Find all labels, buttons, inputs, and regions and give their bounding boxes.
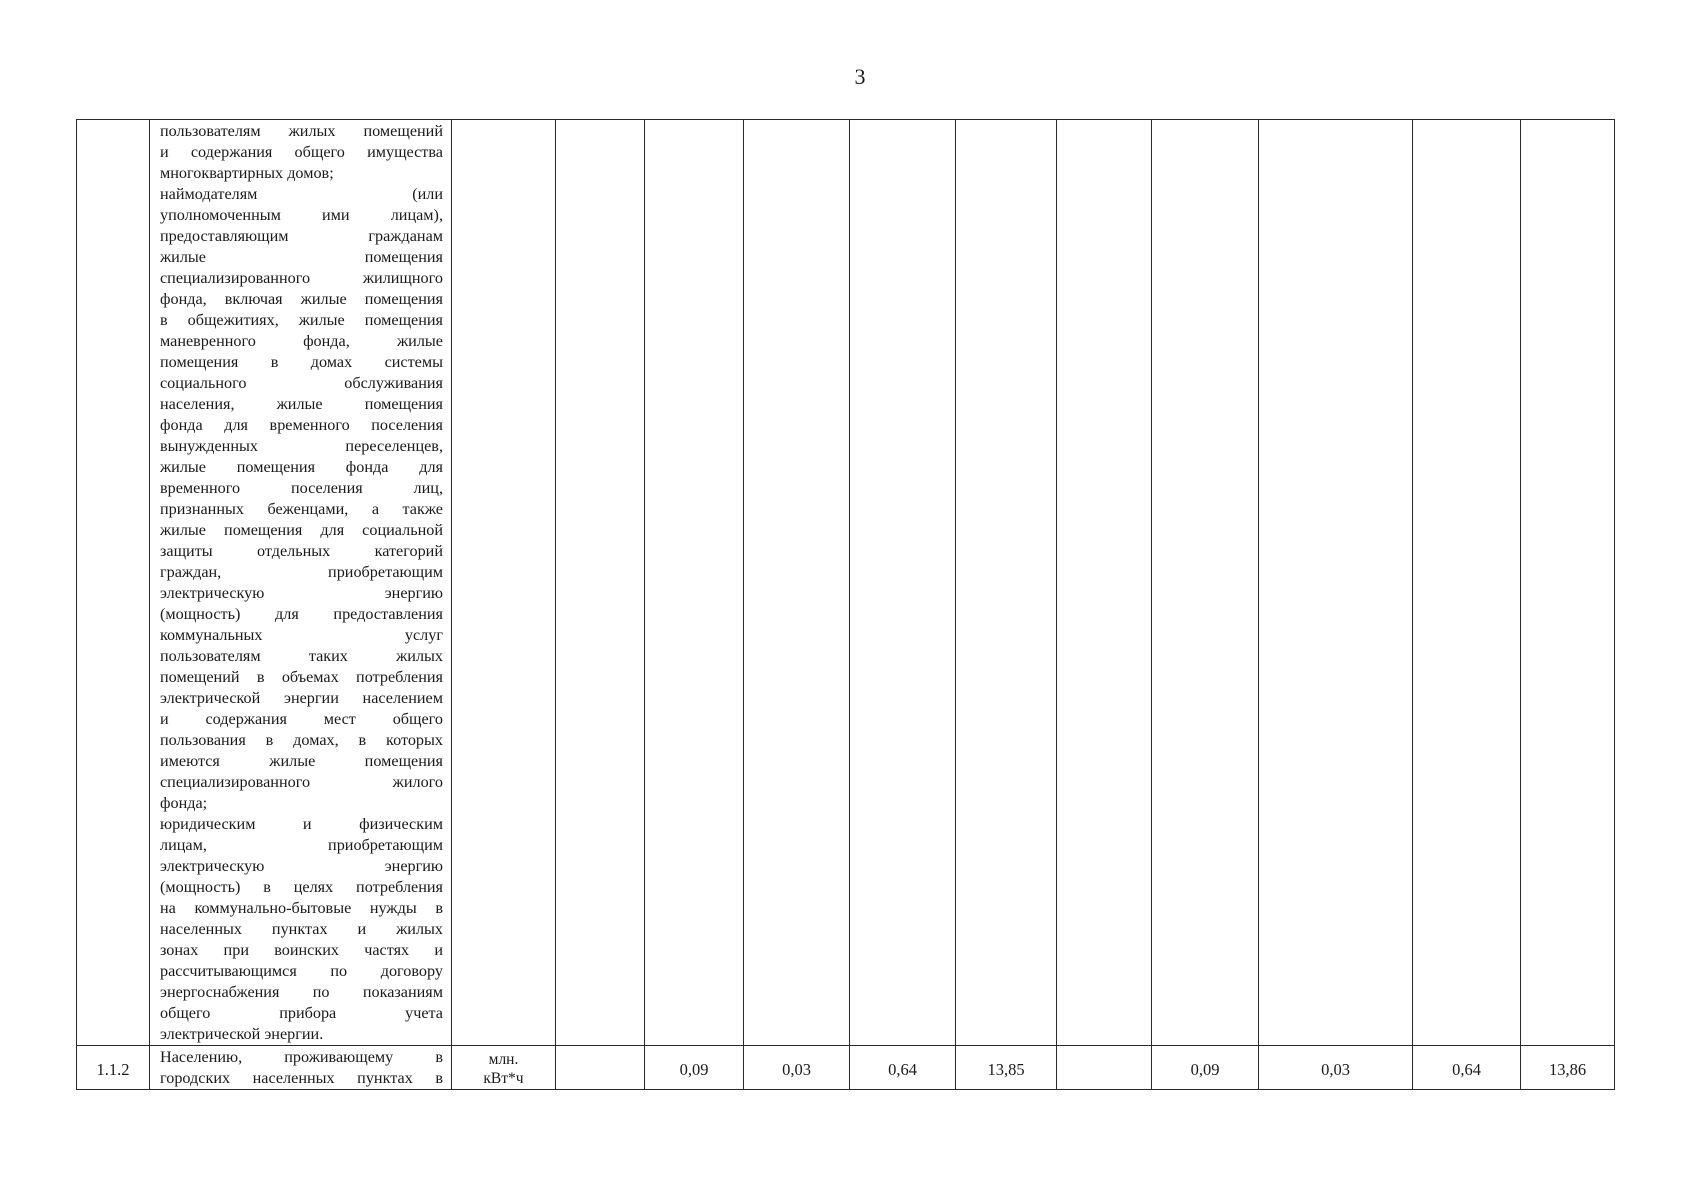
cell-consumer-description [150,1046,452,1090]
cell-value-empty [645,120,744,1046]
cell-value: 0,64 [1413,1046,1521,1090]
description-line: уполномоченным ими лицам), [160,206,443,224]
cell-value: 0,03 [1259,1046,1413,1090]
description-line: зонах при воинских частях и [160,941,443,959]
description-line: многоквартирных домов; [160,164,334,182]
tariff-table [76,119,1615,1090]
description-line: помещений в объемах потребления [160,668,443,686]
description-line: населенных пунктах и жилых [160,920,443,938]
cell-value-empty [850,120,956,1046]
cell-value-empty [1259,120,1413,1046]
description-line: предоставляющим гражданам [160,227,443,245]
description-line: помещения в домах системы [160,353,443,371]
description-line: электрической энергии. [160,1025,324,1043]
description-line: временного поселения лиц, [160,479,443,497]
description-line: и содержания мест общего [160,710,443,728]
description-line: специализированного жилищного [160,269,443,287]
table-row-1-1-2 [77,1046,1615,1090]
description-line: фонда, включая жилые помещения [160,290,443,308]
cell-value-empty [1521,120,1615,1046]
description-line: пользователям таких жилых [160,647,443,665]
description-line: маневренного фонда, жилые [160,332,443,350]
description-line: лицам, приобретающим [160,836,443,854]
cell-consumer-description [150,120,452,1046]
description-line: юридическим и физическим [160,815,443,833]
cell-unit-empty [452,120,556,1046]
cell-value: 13,85 [956,1046,1057,1090]
cell-value-empty [744,120,850,1046]
cell-value-empty [956,120,1057,1046]
cell-row-code: 1.1.2 [77,1046,150,1090]
cell-value: 0,09 [1152,1046,1259,1090]
description-line: имеются жилые помещения [160,752,443,770]
description-line: и содержания общего имущества [160,143,443,161]
description-line: электрическую энергию [160,584,443,602]
unit-line: млн. [488,1050,519,1068]
cell-value [556,1046,645,1090]
description-line: фонда для временного поселения [160,416,443,434]
description-line: граждан, приобретающим [160,563,443,581]
description-line: наймодателям (или [160,185,443,203]
description-line: жилые помещения фонда для [160,458,443,476]
description-line: коммунальных услуг [160,626,443,644]
description-line: в общежитиях, жилые помещения [160,311,443,329]
table-row-continued [77,120,1615,1046]
cell-value: 13,86 [1521,1046,1615,1090]
cell-value: 0,09 [645,1046,744,1090]
cell-value: 0,64 [850,1046,956,1090]
unit-line: кВт*ч [483,1069,524,1087]
description-line: пользования в домах, в которых [160,731,443,749]
cell-value-empty [1413,120,1521,1046]
description-line: электрическую энергию [160,857,443,875]
description-line: Населению, проживающему в [160,1048,443,1066]
description-clip [160,1047,443,1087]
cell-value-empty [556,120,645,1046]
cell-value: 0,03 [744,1046,850,1090]
description-line: населения, жилые помещения [160,395,443,413]
description-line: общего прибора учета [160,1004,443,1022]
description-line: признанных беженцами, а также [160,500,443,518]
description-line: вынужденных переселенцев, [160,437,443,455]
page-number: 3 [854,64,866,89]
description-line: жилые помещения для социальной [160,521,443,539]
cell-value-empty [1152,120,1259,1046]
description-line: фонда; [160,794,208,812]
description-line: на коммунально-бытовые нужды в [160,899,443,917]
cell-code-empty [77,120,150,1046]
cell-value [1057,1046,1152,1090]
description-line: жилые помещения [160,248,443,266]
description-line: специализированного жилого [160,773,443,791]
description-line: рассчитывающимся по договору [160,962,443,980]
description-line: социального обслуживания [160,374,443,392]
description-line: электрической энергии населением [160,689,443,707]
description-line: (мощность) для предоставления [160,605,443,623]
description-line: (мощность) в целях потребления [160,878,443,896]
cell-unit [452,1046,556,1090]
description-line: пользователям жилых помещений [160,122,443,140]
description-line: городских населенных пунктах в [160,1069,443,1087]
description-line: энергоснабжения по показаниям [160,983,443,1001]
description-line: защиты отдельных категорий [160,542,443,560]
cell-value-empty [1057,120,1152,1046]
